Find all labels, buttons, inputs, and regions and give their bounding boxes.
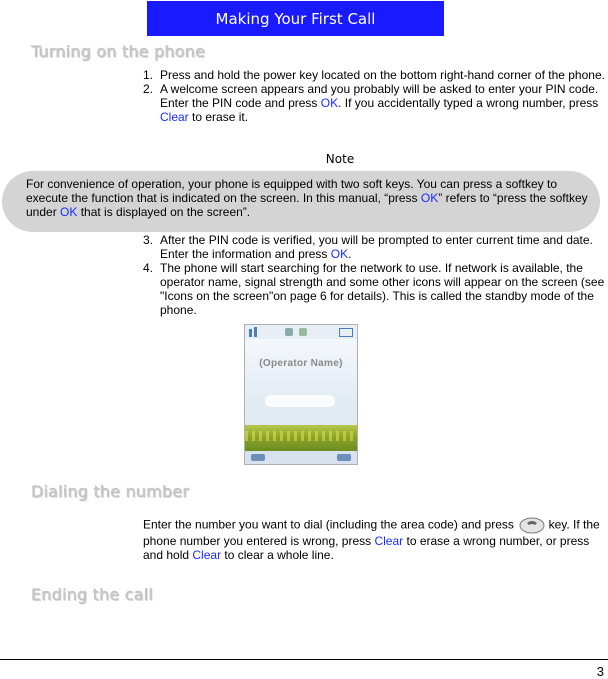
note-text-end: that is displayed on the screen”. [77,205,251,219]
step-2-text: A welcome screen appears and you probably will be asked to enter your PIN code. Enter the PIN code and press [160,82,599,110]
note-title: Note [325,152,355,166]
signal-icon [249,329,252,337]
send-key-icon [519,517,545,534]
note-text-start: For convenience of operation, your phone is equipped with two soft keys. You can press a softkey to execute the function that is indicated on the screen. In this manual, “press [26,177,557,205]
step-2-number: 2. [143,82,154,96]
startup-steps [143,233,605,317]
step-3 [143,233,605,261]
wallpaper-cloud [265,395,335,407]
step-3-ok-label: OK [330,247,349,261]
wallpaper-sky [245,339,357,427]
step-4-number: 4. [143,261,154,275]
section-heading-dialing: Dialing the number [31,482,190,501]
step-3-text-end: . [348,247,352,261]
right-softkey-icon [337,454,351,461]
dialing-text-start: Enter the number you want to dial (including the area code) and press [143,517,518,532]
step-1 [143,68,605,82]
battery-icon [339,328,353,337]
ok-key-label: OK [320,96,339,110]
step-3-number: 3. [143,233,154,247]
dialing-clear-label-2: Clear [192,548,222,562]
standby-screen-image [244,324,358,465]
page-banner: Making Your First Call [147,1,444,36]
note-text-mid: ” refers to “press the softkey under [26,191,588,219]
step-2 [143,82,605,124]
wallpaper-flowers [245,431,357,441]
step-2-text-mid: . If you accidentally typed a wrong number, press [338,96,599,110]
dialing-text-end: to clear a whole line. [221,548,334,562]
operator-name: (Operator Name) [259,358,343,369]
power-on-steps [143,68,605,124]
message-icon [285,328,293,336]
signal-bar-icon [254,327,257,337]
note-ok-label: OK [420,191,439,205]
dialing-text [143,517,605,562]
step-1-text: Press and hold the power key located on the bottom right-hand corner of the phone. [160,68,605,82]
clear-key-label: Clear [160,110,189,124]
step-4-text: The phone will start searching for the network to use. If network is available, the operator name, signal strength and some other icons will appear on the screen (see "Icons on the screen"on page 6 for details). This is called the standby mode of the phone. [160,261,605,317]
note-text [26,177,596,219]
note-ok-label-2: OK [60,205,78,219]
step-1-number: 1. [143,68,154,82]
step-2-text-end: to erase it. [188,110,249,124]
footer-rule [0,659,608,660]
alarm-icon [299,328,307,336]
section-heading-ending: Ending the call [31,585,154,604]
step-3-text: After the PIN code is verified, you will be prompted to enter current time and date. Enter the information and press [160,233,593,261]
section-heading-power-on: Turning on the phone [31,42,206,61]
dialing-text-mid: key. If the phone number you entered is wrong, press [143,517,600,548]
dialing-text-mid-2: to erase a wrong number, or press and hold [143,534,590,562]
page-number: 3 [596,664,604,679]
left-softkey-icon [251,454,265,461]
step-4 [143,261,605,317]
dialing-clear-label: Clear [374,534,404,548]
